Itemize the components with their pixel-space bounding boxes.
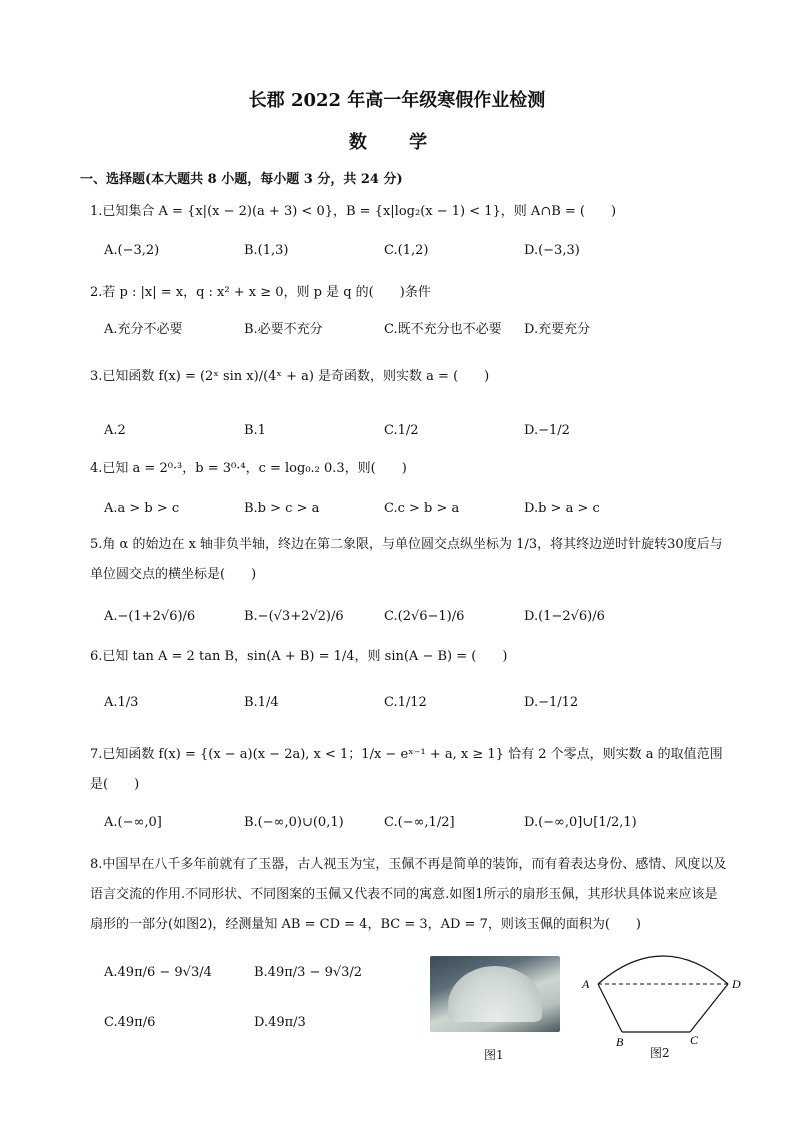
- option-a: A.2: [104, 423, 126, 438]
- option-a: A.−(1+2√6)/6: [104, 609, 196, 624]
- question-8-options-row2: [104, 1008, 404, 1038]
- option-a: A.充分不必要: [104, 322, 183, 337]
- option-b: B.49π/3 − 9√3/2: [254, 965, 363, 980]
- option-c: C.既不充分也不必要: [384, 322, 502, 337]
- option-b: B.1: [244, 423, 266, 438]
- question-1: 1.已知集合 A = {x|(x − 2)(a + 3) < 0}，B = {x|log₂(x − 1) < 1}，则 A∩B = ( ): [90, 204, 617, 219]
- option-a: A.49π/6 − 9√3/4: [104, 965, 212, 980]
- option-d: D.充要充分: [524, 322, 591, 337]
- exam-title: 长郡 2022 年高一年级寒假作业检测: [248, 90, 546, 111]
- question-8: 8.中国早在八千多年前就有了玉器，古人视玉为宝，玉佩不再是简单的装饰，而有着表达身份、感情、风度以及语言交流的作用.不同形状、不同图案的玉佩又代表不同的寓意.如图1所示的扇形玉佩，其形状具体说来应该是扇形的一部分(如图2)，经测量知 AB = CD = 4，BC = 3，AD = 7，则该玉佩的面积为( ): [90, 857, 727, 932]
- option-d: D.(−3,3): [524, 243, 580, 258]
- option-b: B.(1,3): [244, 243, 289, 258]
- label-b: B: [616, 1035, 624, 1048]
- question-8-options-row1: [104, 958, 404, 988]
- option-c: C.(2√6−1)/6: [384, 609, 465, 624]
- option-d: D.(−∞,0]∪[1/2,1): [524, 815, 637, 830]
- option-c: C.(−∞,1/2]: [384, 815, 455, 830]
- question-1-options: [104, 236, 704, 266]
- question-5: 5.角 α 的始边在 x 轴非负半轴，终边在第二象限，与单位圆交点纵坐标为 1/3，将其终边逆时针旋转30度后与单位圆交点的横坐标是( ): [90, 537, 723, 582]
- option-b: B.1/4: [244, 695, 279, 710]
- option-a: A.a > b > c: [104, 501, 180, 516]
- label-c: C: [690, 1033, 699, 1047]
- option-d: D.49π/3: [254, 1015, 306, 1030]
- arc-ad: [598, 956, 728, 984]
- option-d: D.(1−2√6)/6: [524, 609, 605, 624]
- option-c: C.49π/6: [104, 1015, 156, 1030]
- question-2-options: [104, 315, 704, 345]
- option-b: B.b > c > a: [244, 501, 320, 516]
- segment-ab: [598, 984, 622, 1032]
- question-3-options: [104, 416, 704, 446]
- question-6-options: [104, 688, 704, 718]
- option-d: D.b > a > c: [524, 501, 600, 516]
- label-a: A: [582, 977, 590, 991]
- figure-1-caption: 图1: [484, 1048, 504, 1062]
- option-c: C.(1,2): [384, 243, 429, 258]
- option-c: C.1/2: [384, 423, 419, 438]
- option-b: B.−(√3+2√2)/6: [244, 609, 344, 624]
- sector-diagram: [578, 948, 748, 1048]
- option-b: B.必要不充分: [244, 322, 323, 337]
- option-d: D.−1/2: [524, 423, 570, 438]
- fan-pendant-shape: [448, 966, 542, 1022]
- question-4: 4.已知 a = 2⁰·³，b = 3⁰·⁴，c = log₀.₂ 0.3，则( ): [90, 461, 407, 476]
- option-c: C.1/12: [384, 695, 427, 710]
- figure-2-caption: 图2: [650, 1046, 670, 1060]
- question-2: 2.若 p : |x| = x，q : x² + x ≥ 0，则 p 是 q 的( )条件: [90, 285, 431, 300]
- question-6: 6.已知 tan A = 2 tan B，sin(A + B) = 1/4，则 sin(A − B) = ( ): [90, 649, 508, 664]
- option-c: C.c > b > a: [384, 501, 460, 516]
- question-4-options: [104, 494, 704, 524]
- section-heading: 一、选择题(本大题共 8 小题，每小题 3 分，共 24 分): [80, 172, 403, 187]
- option-a: A.1/3: [104, 695, 139, 710]
- option-d: D.−1/12: [524, 695, 579, 710]
- segment-cd: [690, 984, 728, 1032]
- option-b: B.(−∞,0)∪(0,1): [244, 815, 344, 830]
- label-d: D: [732, 977, 741, 991]
- question-5-options: [104, 602, 704, 632]
- subject-title: 数 学: [348, 132, 446, 153]
- question-7: 7.已知函数 f(x) = {(x − a)(x − 2a), x < 1；1/x − eˣ⁻¹ + a, x ≥ 1} 恰有 2 个零点，则实数 a 的取值范围是( ): [90, 747, 723, 792]
- question-7-options: [104, 808, 704, 838]
- option-a: A.(−3,2): [104, 243, 160, 258]
- question-3: 3.已知函数 f(x) = (2ˣ sin x)/(4ˣ + a) 是奇函数，则实数 a = ( ): [90, 369, 490, 384]
- option-a: A.(−∞,0]: [104, 815, 162, 830]
- jade-pendant-photo: [430, 956, 560, 1032]
